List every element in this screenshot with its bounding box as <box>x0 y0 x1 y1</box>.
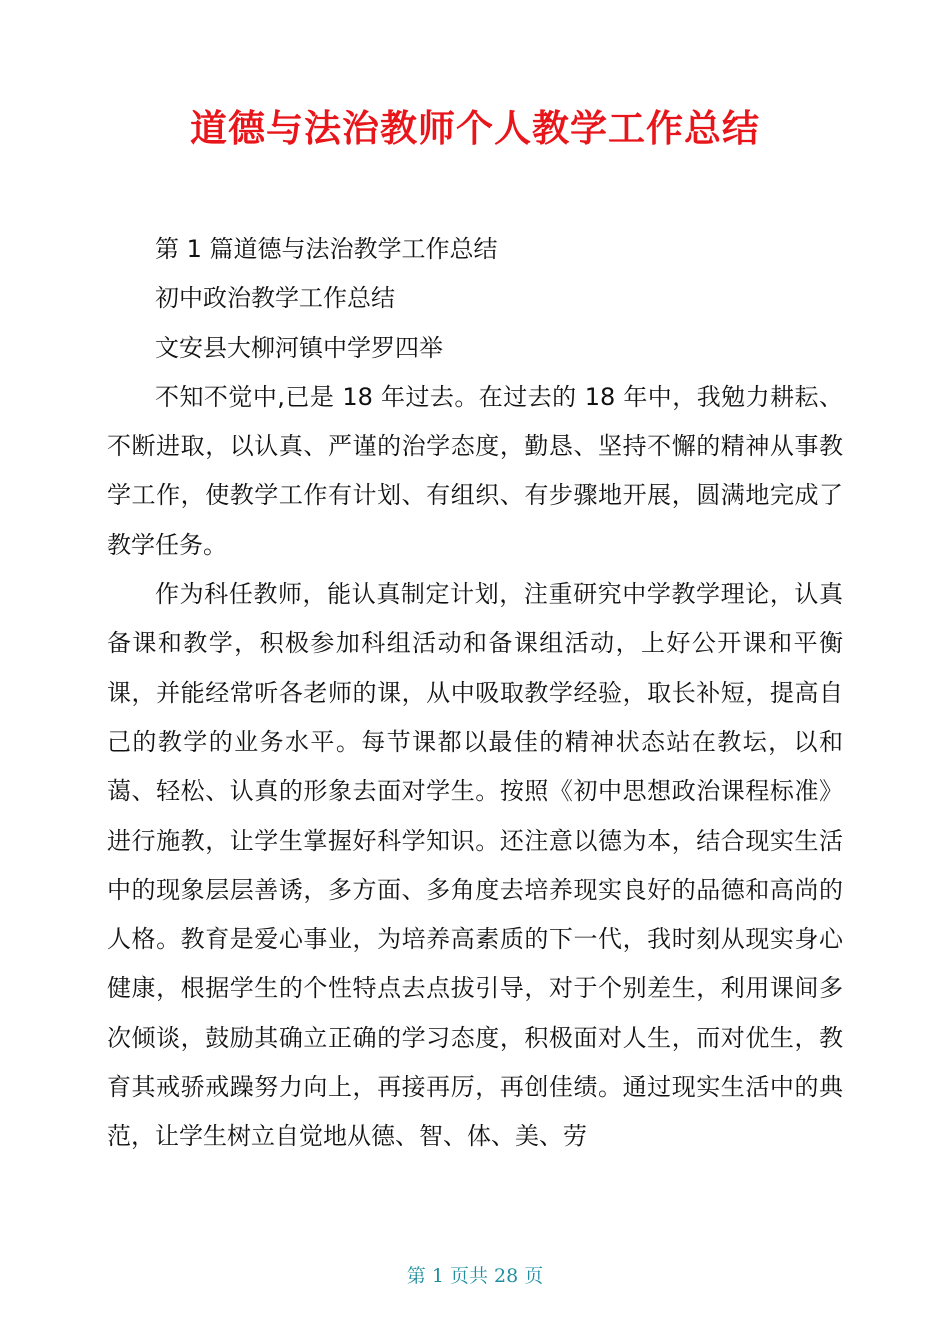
document-title: 道德与法治教师个人教学工作总结 <box>190 107 760 150</box>
paragraph-subtitle: 初中政治教学工作总结 <box>155 284 395 313</box>
document-body <box>107 225 843 1162</box>
paragraph-author: 文安县大柳河镇中学罗四举 <box>155 333 443 362</box>
page-number-footer: 第 1 页共 28 页 <box>406 1265 544 1287</box>
paragraph-chapter-heading: 第 1 篇道德与法治教学工作总结 <box>155 235 498 263</box>
paragraph-intro: 不知不觉中,已是 18 年过去。在过去的 18 年中，我勉力耕耘、不断进取，以认真、严谨的治学态度，勤恳、坚持不懈的精神从事教学工作，使教学工作有计划、有组织、有步骤地开展，圆满地完成了教学任务。 <box>107 382 843 559</box>
paragraph-teaching: 作为科任教师，能认真制定计划，注重研究中学教学理论，认真备课和教学，积极参加科组活动和备课组活动，上好公开课和平衡课，并能经常听各老师的课，从中吸取教学经验，取长补短，提高自己的教学的业务水平。每节课都以最佳的精神状态站在教坛，以和蔼、轻松、认真的形象去面对学生。按照《初中思想政治课程标准》进行施教，让学生掌握好科学知识。还注意以德为本，结合现实生活中的现象层层善诱，多方面、多角度去培养现实良好的品德和高尚的人格。教育是爱心事业，为培养高素质的下一代，我时刻从现实身心健康，根据学生的个性特点去点拔引导，对于个别差生，利用课间多次倾谈，鼓励其确立正确的学习态度，积极面对人生，而对优生，教育其戒骄戒躁努力向上，再接再厉，再创佳绩。通过现实生活中的典范，让学生树立自觉地从德、智、体、美、劳 <box>107 580 843 1151</box>
